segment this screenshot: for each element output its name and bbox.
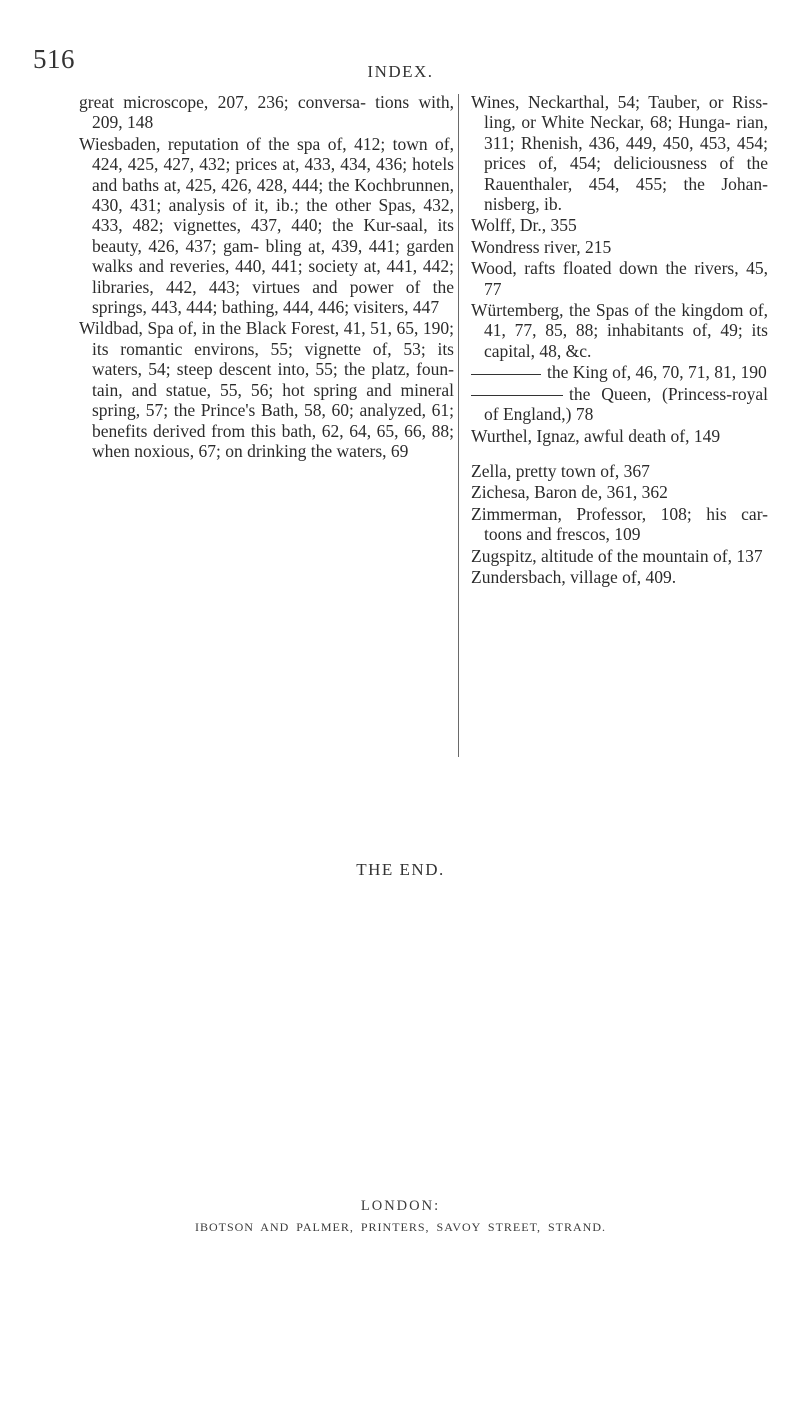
- index-entry: Wood, rafts floated down the rivers, 45, 77: [471, 258, 768, 299]
- ditto-dash: [471, 374, 541, 375]
- index-entry: Wondress river, 215: [471, 236, 612, 257]
- index-subentry: [471, 362, 768, 382]
- index-entry: Zugspitz, altitude of the mountain of, 137: [471, 545, 763, 566]
- index-entry: Wolff, Dr., 355: [471, 215, 577, 236]
- index-entry: Wildbad, Spa of, in the Black Forest, 41, 51, 65, 190; its romantic environs, 55; vignette of, 53; its waters, 54; steep descent into, 55; the platz, foun- tain, and statue, 55, 56; hot spring and mineral spring, 57; the Prince's Bath, 58, 60; analyzed, 61; benefits derived from this bath, 62, 64, 65, 66, 88; when noxious, 67; on drinking the waters, 69: [79, 318, 454, 461]
- page-number: 516: [33, 44, 75, 74]
- index-column-left: [79, 92, 454, 462]
- the-end: THE END.: [356, 860, 445, 879]
- subentry-text: the King of, 46, 70, 71, 81, 190: [547, 362, 767, 383]
- index-entry: Wiesbaden, reputation of the spa of, 412; town of, 424, 425, 427, 432; prices at, 433, 434, 436; hotels and baths at, 425, 426, 428, 444; the Kochbrunnen, 430, 431; analysis of it, ib.; the other Spas, 432, 433, 482; vignettes, 437, 440; the Kur-saal, its beauty, 426, 437; gam- bling at, 439, 441; garden walks and reveries, 440, 441; society at, 441, 442; libraries, 442, 443; virtues and power of the springs, 443, 444; bathing, 444, 446; visiters, 447: [79, 133, 454, 318]
- index-entry: Zundersbach, village of, 409.: [471, 566, 677, 587]
- imprint-printer: IBOTSON AND PALMER, PRINTERS, SAVOY STREET, STRAND.: [194, 1220, 607, 1234]
- index-column-right: [471, 92, 768, 588]
- running-head: INDEX.: [367, 62, 434, 81]
- index-entry: Wines, Neckarthal, 54; Tauber, or Riss- ling, or White Neckar, 68; Hunga- rian, 311; Rhenish, 436, 449, 450, 453, 454; prices of, 454; deliciousness of the Rauenthaler, 454, 455; the Johan- nisberg, ib.: [471, 92, 768, 215]
- index-entry: Zimmerman, Professor, 108; his car- toons and frescos, 109: [471, 503, 768, 545]
- subentry-text: the Queen, (Princess-royal of England,) 78: [484, 383, 768, 425]
- index-entry: Zichesa, Baron de, 361, 362: [471, 482, 668, 503]
- imprint-city: LONDON:: [360, 1198, 441, 1214]
- index-entry: Würtemberg, the Spas of the kingdom of, 41, 77, 85, 88; inhabitants of, 49; its capital, 48, &c.: [471, 300, 768, 361]
- column-divider: [458, 94, 459, 757]
- index-entry: Wurthel, Ignaz, awful death of, 149: [471, 425, 721, 446]
- ditto-dash: [471, 395, 563, 396]
- letter-gap: [471, 447, 768, 461]
- index-subentry: [471, 384, 768, 425]
- index-entry: Zella, pretty town of, 367: [471, 460, 650, 481]
- index-entry: great microscope, 207, 236; conversa- tions with, 209, 148: [79, 92, 454, 133]
